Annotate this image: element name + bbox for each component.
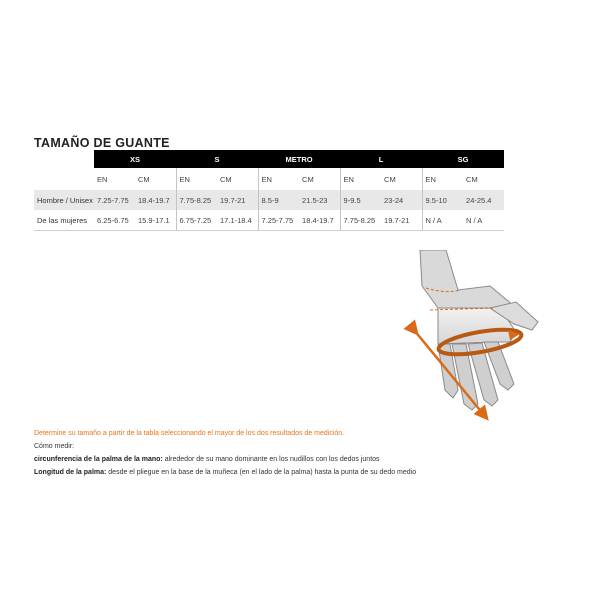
instructions-block — [34, 427, 574, 479]
size-header-xs: XS — [94, 150, 176, 168]
table-cell: 18.4-19.7 — [135, 190, 176, 210]
table-cell: 17.1-18.4 — [217, 210, 258, 231]
size-header-l: L — [340, 150, 422, 168]
unit-header: CM — [384, 174, 396, 184]
table-cell: 7.75-8.25 — [176, 190, 217, 210]
table-row — [34, 210, 504, 231]
unit-header: CM — [466, 174, 478, 184]
hand-measurement-illustration — [398, 250, 578, 425]
page-title: TAMAÑO DE GUANTE — [34, 136, 170, 150]
header-corner — [34, 150, 94, 168]
unit-header: CM — [220, 174, 232, 184]
circumference-note — [34, 453, 574, 466]
table-cell: 7.75-8.25 — [340, 210, 381, 231]
table-cell: N / A — [422, 210, 463, 231]
unit-header: CM — [302, 174, 314, 184]
table-cell: 9-9.5 — [340, 190, 381, 210]
size-header-s: S — [176, 150, 258, 168]
size-header-xl: SG — [422, 150, 504, 168]
table-cell: 19.7-21 — [217, 190, 258, 210]
unit-header: CM — [138, 174, 150, 184]
table-cell: 6.75-7.25 — [176, 210, 217, 231]
table-cell: 21.5-23 — [299, 190, 340, 210]
circumference-text: alrededor de su mano dominante en los nudillos con los dedos juntos — [162, 456, 380, 463]
how-to-heading: Cómo medir: — [34, 443, 75, 450]
instruction-text: Determine su tamaño a partir de la tabla seleccionando el mayor de los dos resultados de medición. — [34, 430, 345, 437]
table-row — [34, 190, 504, 210]
table-cell: 19.7-21 — [381, 210, 422, 231]
row-label: Hombre / Unisex — [34, 190, 94, 210]
table-cell: 8.5-9 — [258, 190, 299, 210]
unit-header: EN — [422, 168, 463, 190]
circumference-label: circunferencia de la palma de la mano: — [34, 456, 163, 463]
length-note — [34, 466, 574, 479]
row-label: De las mujeres — [34, 210, 94, 231]
table-cell: 9.5-10 — [422, 190, 463, 210]
unit-header: EN — [176, 168, 217, 190]
size-header-m: METRO — [258, 150, 340, 168]
unit-header: EN — [340, 168, 381, 190]
table-cell: 24-25.4 — [463, 190, 504, 210]
unit-header: EN — [258, 168, 299, 190]
table-cell: 15.9-17.1 — [135, 210, 176, 231]
table-cell: 7.25-7.75 — [258, 210, 299, 231]
size-table — [34, 150, 504, 231]
table-cell: 6.25-6.75 — [94, 210, 135, 231]
table-cell: N / A — [463, 210, 504, 231]
table-cell: 7.25-7.75 — [94, 190, 135, 210]
table-cell: 18.4-19.7 — [299, 210, 340, 231]
table-cell: 23-24 — [381, 190, 422, 210]
unit-header: EN — [97, 174, 108, 184]
length-label: Longitud de la palma: — [34, 469, 107, 476]
unit-corner — [34, 168, 94, 190]
length-text: desde el pliegue en la base de la muñeca (en el lado de la palma) hasta la punta de su dedo medio — [106, 469, 417, 476]
